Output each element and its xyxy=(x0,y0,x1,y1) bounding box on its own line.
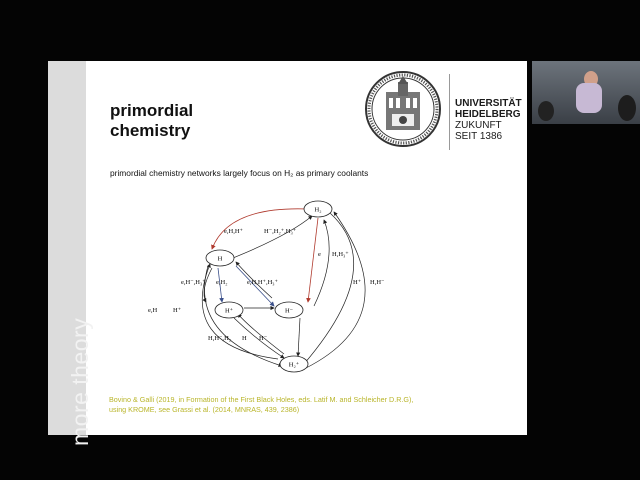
university-name xyxy=(455,98,522,120)
edge-label-a: e,H,H⁺ xyxy=(224,228,243,235)
speaker-webcam xyxy=(532,61,640,124)
presentation-slide xyxy=(48,61,527,446)
university-seal-icon xyxy=(364,70,442,148)
node-hplus-label: H⁺ xyxy=(224,307,234,315)
logo-line-4: SEIT 1386 xyxy=(455,131,503,142)
edge-label-h: e,H xyxy=(148,307,158,314)
edge-label-d: H,H₃⁺ xyxy=(332,251,349,258)
edge-label-i: H⁺ xyxy=(173,307,182,314)
citation-line-2: using KROME, see Grassi et al. (2014, MNRAS, 439, 2386) xyxy=(109,405,300,414)
edge-hminus-to-h2plus xyxy=(298,318,300,356)
edge-label-c: e xyxy=(318,251,321,258)
edge-h-to-h2 xyxy=(228,216,312,260)
node-hminus-label: H⁻ xyxy=(284,307,294,315)
citation-line-1: Bovino & Galli (2019, in Formation of the First Black Holes, eds. Latif M. and Schleicher D.R.G), xyxy=(109,395,414,404)
node-h-label: H xyxy=(217,255,223,263)
node-h2-label: H₂ xyxy=(314,206,322,214)
edge-h2-to-hminus xyxy=(308,218,318,302)
edge-h-to-hminus-blue xyxy=(236,266,274,306)
edge-label-g: e,H,H⁺,H₃⁺ xyxy=(247,279,278,286)
logo-line-2: HEIDELBERG xyxy=(455,109,521,120)
edge-label-f: e,H₂ xyxy=(216,279,228,286)
edge-label-j: H⁺ xyxy=(353,279,362,286)
edge-h2-to-h2plus xyxy=(304,213,354,364)
slide-title xyxy=(110,101,250,141)
sidebar-section-label: more theory xyxy=(67,317,93,446)
audience-right xyxy=(618,95,636,121)
title-line-1: primordial xyxy=(110,101,194,120)
edge-label-n: H⁻ xyxy=(259,335,268,342)
edge-h2plus-to-h2 xyxy=(306,212,365,368)
slide-citation xyxy=(109,395,439,415)
edge-label-k: H,H⁻ xyxy=(370,279,385,286)
title-line-2: chemistry xyxy=(110,121,191,140)
slide-subtitle: primordial chemistry networks largely focus on H₂ as primary coolants xyxy=(110,168,369,178)
audience-left xyxy=(538,101,554,121)
edge-label-m: H xyxy=(242,335,247,342)
logo-divider xyxy=(449,74,450,150)
edge-label-b: H⁻,H₂⁺,H₃⁺ xyxy=(264,228,297,235)
reaction-network-diagram xyxy=(148,196,388,381)
node-h2plus-label: H₂⁺ xyxy=(288,361,300,369)
university-motto xyxy=(455,120,502,142)
logo-line-1: UNIVERSITÄT xyxy=(455,98,522,109)
logo-line-3: ZUKUNFT xyxy=(455,120,502,131)
edge-h2plus-to-hplus xyxy=(238,314,284,354)
speaker-body xyxy=(576,83,602,113)
edge-label-e: e,H⁻,H₃⁺ xyxy=(181,279,206,286)
edge-label-l: H,H⁻,H₂ xyxy=(208,335,232,342)
